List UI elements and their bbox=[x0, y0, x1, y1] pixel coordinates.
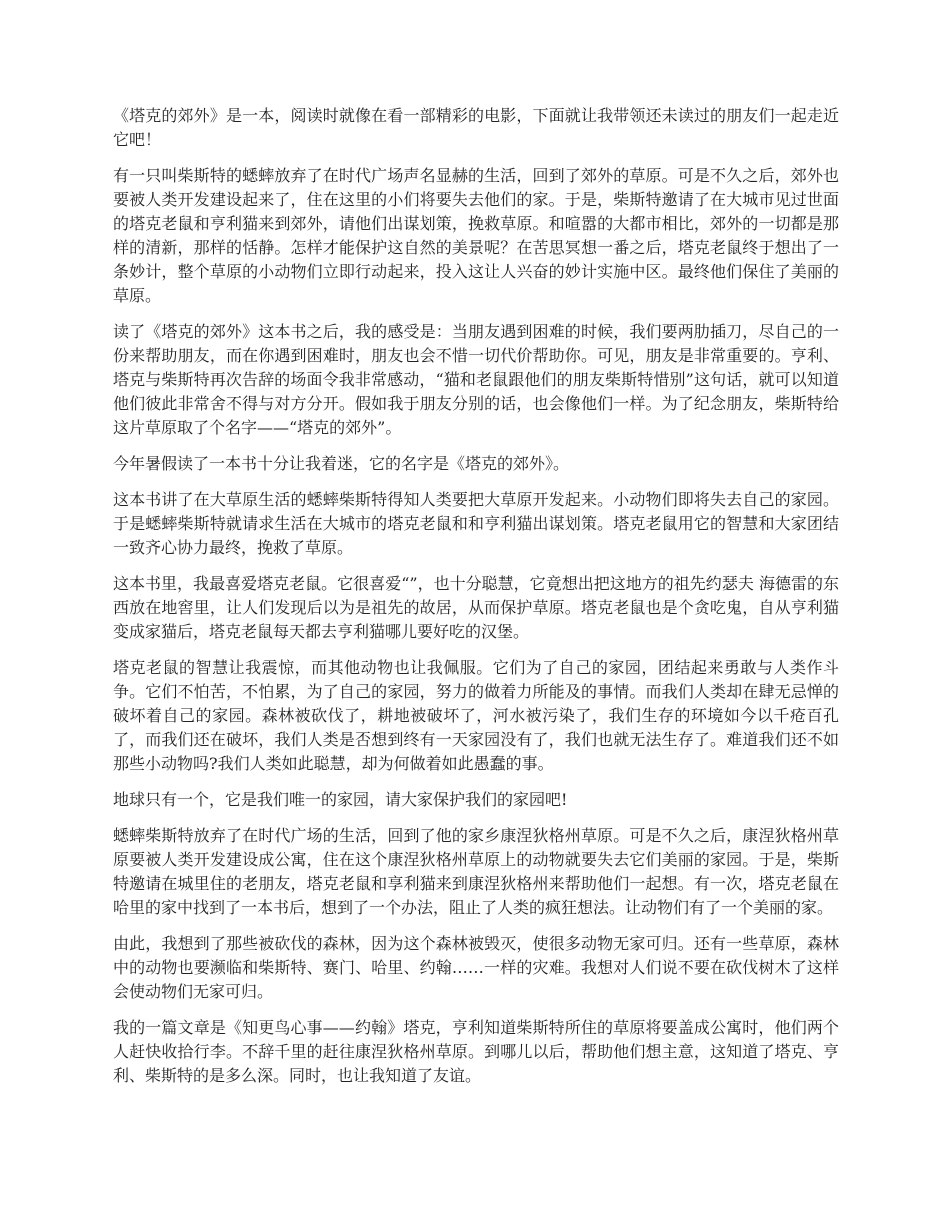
paragraph-friendship-conclusion: 我的一篇文章是《知更鸟心事——约翰》塔克，亨利知道柴斯特所住的草原将要盖成公寓时，他们两个人赶快收拾行李。不辞千里的赶往康涅狄格州草原。到哪儿以后，帮助他们想主意，这知道了塔克、亨利、柴斯特的是多么深。同时，也让我知道了友谊。 bbox=[113, 1018, 839, 1085]
paragraph-summary: 有一只叫柴斯特的蟋蟀放弃了在时代广场声名显赫的生活，回到了郊外的草原。可是不久之后，郊外也要被人类开发建设起来了，住在这里的小们将要失去他们的家。于是，柴斯特邀请了在大城市见过世面的塔克老鼠和亨利猫来到郊外，请他们出谋划策，挽救草原。和喧嚣的大都市相比，郊外的一切都是那样的清新，那样的恬静。怎样才能保护这自然的美景呢？在苦思冥想一番之后，塔克老鼠终于想出了一条妙计，整个草原的小动物们立即行动起来，投入这让人兴奋的妙计实施中区。最终他们保住了美丽的草原。 bbox=[113, 166, 839, 305]
paragraph-favorite-character: 这本书里，我最喜爱塔克老鼠。它很喜爱“”，也十分聪慧，它竟想出把这地方的祖先约瑟夫 海德雷的东西放在地窖里，让人们发现后以为是祖先的故居，从而保护草原。塔克老鼠也是个贪吃鬼，自从亨利猫变成家猫后，塔克老鼠每天都去亨利猫哪儿要好吃的汉堡。 bbox=[113, 574, 839, 641]
paragraph-summer-reading: 今年暑假读了一本书十分让我着迷，它的名字是《塔克的郊外》。 bbox=[113, 454, 570, 473]
paragraph-deforestation: 由此，我想到了那些被砍伐的森林，因为这个森林被毁灭，使很多动物无家可归。还有一些草原，森林中的动物也要濒临和柴斯特、赛门、哈里、约翰……一样的灾难。我想对人们说不要在砍伐树木了这样会使动物们无家可归。 bbox=[113, 934, 839, 1001]
paragraph-earth-home: 地球只有一个，它是我们唯一的家园，请大家保护我们的家园吧! bbox=[113, 790, 568, 809]
paragraph-intro: 《塔克的郊外》是一本，阅读时就像在看一部精彩的电影，下面就让我带领还未读过的朋友们一起走近它吧！ bbox=[113, 106, 839, 149]
paragraph-book-plot: 这本书讲了在大草原生活的蟋蟀柴斯特得知人类要把大草原开发起来。小动物们即将失去自己的家园。于是蟋蟀柴斯特就请求生活在大城市的塔克老鼠和和亨利猫出谋划策。塔克老鼠用它的智慧和大家团结一致齐心协力最终，挽救了草原。 bbox=[113, 490, 839, 557]
paragraph-reflection-friendship: 读了《塔克的郊外》这本书之后，我的感受是：当朋友遇到困难的时候，我们要两肋插刀，尽自己的一份来帮助朋友，而在你遇到困难时，朋友也会不惜一切代价帮助你。可见，朋友是非常重要的。亨利、塔克与柴斯特再次告辞的场面令我非常感动，“猫和老鼠跟他们的朋友柴斯特惜别”这句话，就可以知道他们彼此非常舍不得与对方分开。假如我于朋友分别的话，也会像他们一样。为了纪念朋友，柴斯特给这片草原取了个名字——“塔克的郊外”。 bbox=[113, 322, 839, 437]
paragraph-connecticut-story: 蟋蟀柴斯特放弃了在时代广场的生活，回到了他的家乡康涅狄格州草原。可是不久之后，康涅狄格州草原要被人类开发建设成公寓，住在这个康涅狄格州草原上的动物就要失去它们美丽的家园。于是，柴斯特邀请在城里住的老朋友，塔克老鼠和享利猫来到康涅狄格州来帮助他们一起想。有一次，塔克老鼠在哈里的家中找到了一本书后，想到了一个办法，阻止了人类的疯狂想法。让动物们有了一个美丽的家。 bbox=[113, 826, 839, 917]
document-body bbox=[113, 104, 839, 1100]
paragraph-environment: 塔克老鼠的智慧让我震惊，而其他动物也让我佩服。它们为了自己的家园，团结起来勇敢与人类作斗争。它们不怕苦，不怕累，为了自己的家园，努力的做着力所能及的事情。而我们人类却在肆无忌惮的破坏着自己的家园。森林被砍伐了，耕地被破坏了，河水被污染了，我们生存的环境如今以千疮百孔了，而我们还在破坏，我们人类是否想到终有一天家园没有了，我们也就无法生存了。难道我们还不如那些小动物吗?我们人类如此聪慧，却为何做着如此愚蠢的事。 bbox=[113, 658, 839, 773]
